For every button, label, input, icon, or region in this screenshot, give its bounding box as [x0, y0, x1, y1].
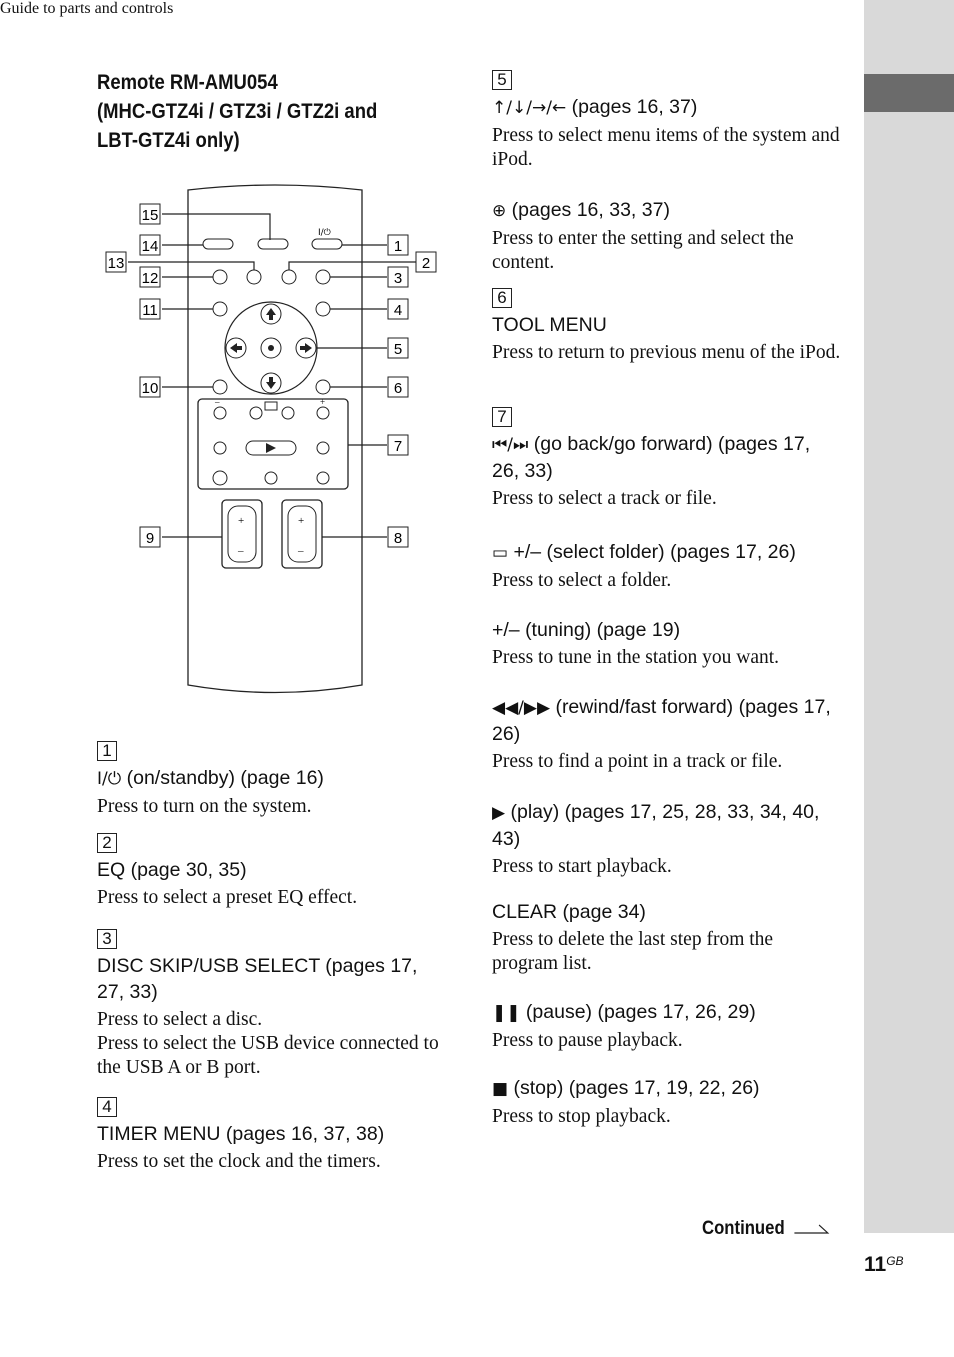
section-sidebar: [864, 0, 954, 1233]
item-heading: (pages 16, 37): [566, 96, 698, 118]
btn-14-oval: [203, 239, 233, 249]
timer-menu-button: [316, 302, 330, 316]
disc-skip-button: [316, 270, 330, 284]
callout-13: 13: [107, 255, 125, 272]
callout-12: 12: [141, 270, 159, 287]
callout-10: 10: [141, 380, 159, 397]
svg-text:+: +: [298, 515, 305, 527]
item-tuning: [492, 613, 842, 670]
item-4: [97, 1097, 447, 1174]
item-heading: (on/standby) (page 16): [121, 767, 324, 789]
item-clear: [492, 895, 842, 976]
item-7: [492, 407, 842, 511]
btn-15-oval: [258, 239, 288, 249]
svg-text:+: +: [238, 515, 245, 527]
item-number: 5: [492, 70, 512, 90]
title-line-2: (MHC-GTZ4i / GTZ3i / GTZ2i and: [97, 100, 378, 123]
item-description: Press to enter the setting and select the content.: [492, 228, 794, 273]
item-1: [97, 741, 447, 819]
svg-text:+: +: [320, 397, 326, 407]
item-heading: (go back/go forward) (pages 17, 26, 33): [492, 433, 811, 482]
item-6: [492, 288, 842, 365]
folder-plus-icon: [282, 407, 294, 419]
item-description: Press to select a folder.: [492, 570, 672, 591]
btn-11-round: [213, 302, 227, 316]
pause-icon: [265, 472, 277, 484]
callout-6: 6: [393, 380, 403, 397]
prev-track-icon: [214, 407, 226, 419]
folder-icon: [265, 402, 277, 410]
arrows-icon: ↑/↓/→/←: [492, 98, 567, 118]
item-heading: DISC SKIP/USB SELECT (pages 17, 27, 33): [97, 955, 418, 1003]
callout-2: 2: [421, 255, 431, 272]
callout-5: 5: [393, 341, 403, 358]
next-track-icon: [317, 407, 329, 419]
power-icon: I/⏻: [97, 769, 122, 789]
item-rewind: [492, 690, 842, 774]
skip-icon: ⏮/⏭: [492, 435, 529, 455]
continued-arrow-icon: [793, 1222, 830, 1236]
svg-text:–: –: [238, 545, 244, 557]
item-description: Press to find a point in a track or file.: [492, 751, 783, 772]
item-number: 1: [97, 741, 117, 761]
stop-icon: [317, 472, 329, 484]
item-heading: +/– (tuning) (page 19): [492, 619, 681, 641]
item-description: Press to tune in the station you want.: [492, 647, 780, 668]
item-pause: [492, 995, 842, 1053]
page-title: [97, 68, 377, 155]
tool-menu-button: [316, 380, 330, 394]
pause-icon: ❚❚: [492, 1003, 521, 1023]
callout-1: 1: [393, 238, 403, 255]
item-description: Press to start playback.: [492, 856, 672, 877]
clear-button: [213, 471, 227, 485]
item-heading: (rewind/fast forward) (pages 17, 26): [492, 696, 831, 745]
enter-icon: ⊕: [492, 201, 507, 221]
item-number: 7: [492, 407, 512, 427]
item-description: Press to select a track or file.: [492, 488, 717, 509]
title-line-1: Remote RM-AMU054: [97, 71, 278, 94]
callout-3: 3: [393, 270, 403, 287]
item-play: [492, 795, 842, 879]
btn-10-round: [213, 380, 227, 394]
item-heading: (play) (pages 17, 25, 28, 33, 34, 40, 43): [492, 801, 820, 850]
item-3: [97, 929, 447, 1080]
callout-15: 15: [141, 207, 159, 224]
item-heading: (pages 16, 33, 37): [506, 199, 670, 221]
item-description: Press to turn on the system.: [97, 796, 312, 817]
rewind-ff-icon: ◀◀/▶▶: [492, 698, 551, 718]
remote-diagram: [100, 180, 440, 700]
item-heading: TOOL MENU: [492, 314, 607, 336]
continued-label: Continued: [702, 1218, 830, 1240]
item-number: 4: [97, 1097, 117, 1117]
power-label: I/⏻: [318, 228, 331, 238]
item-heading: (pause) (pages 17, 26, 29): [520, 1001, 756, 1023]
fast-forward-icon: [317, 442, 329, 454]
btn-13-round: [247, 270, 261, 284]
item-description: Press to select menu items of the system and iPod.: [492, 125, 840, 170]
svg-text:–: –: [215, 397, 220, 407]
folder-minus-icon: [250, 407, 262, 419]
item-description: Press to delete the last step from the program list.: [492, 929, 774, 974]
item-description: Press to stop playback.: [492, 1106, 671, 1127]
callout-4: 4: [393, 302, 403, 319]
callout-9: 9: [145, 530, 155, 547]
item-description: Press to select a preset EQ effect.: [97, 887, 358, 908]
power-button: [312, 239, 342, 249]
page-number: $11^{GB}$: [864, 1253, 904, 1276]
item-heading: EQ (page 30, 35): [97, 859, 247, 881]
item-description: Press to select the USB device connected to the USB A or B port.: [97, 1033, 439, 1078]
rewind-icon: [214, 442, 226, 454]
callout-11: 11: [142, 302, 158, 319]
item-description: Press to return to previous menu of the iPod.: [492, 342, 841, 363]
item-description: Press to select a disc.: [97, 1009, 263, 1030]
callout-7: 7: [393, 438, 403, 455]
stop-icon: ■: [492, 1079, 509, 1099]
item-description: Press to set the clock and the timers.: [97, 1151, 381, 1172]
svg-text:–: –: [298, 545, 304, 557]
item-enter: [492, 193, 842, 275]
item-number: 3: [97, 929, 117, 949]
callout-8: 8: [393, 530, 403, 547]
item-heading: +/– (select folder) (pages 17, 26): [508, 541, 796, 563]
item-number: 2: [97, 833, 117, 853]
item-5: [492, 70, 842, 172]
item-heading: (stop) (pages 17, 19, 22, 26): [508, 1077, 760, 1099]
callout-14: 14: [141, 238, 159, 255]
item-number: 6: [492, 288, 512, 308]
folder-icon: ▭: [492, 543, 509, 563]
item-folder: [492, 535, 842, 593]
item-heading: CLEAR (page 34): [492, 901, 646, 923]
title-line-3: LBT-GTZ4i only): [97, 129, 240, 152]
item-2: [97, 833, 447, 910]
section-title: Guide to parts and controls: [0, 0, 174, 17]
item-heading: TIMER MENU (pages 16, 37, 38): [97, 1123, 385, 1145]
item-stop: [492, 1071, 842, 1129]
item-description: Press to pause playback.: [492, 1030, 683, 1051]
section-tab-marker: [864, 74, 954, 112]
btn-12-round: [213, 270, 227, 284]
eq-button: [282, 270, 296, 284]
play-icon: ▶: [492, 803, 506, 823]
